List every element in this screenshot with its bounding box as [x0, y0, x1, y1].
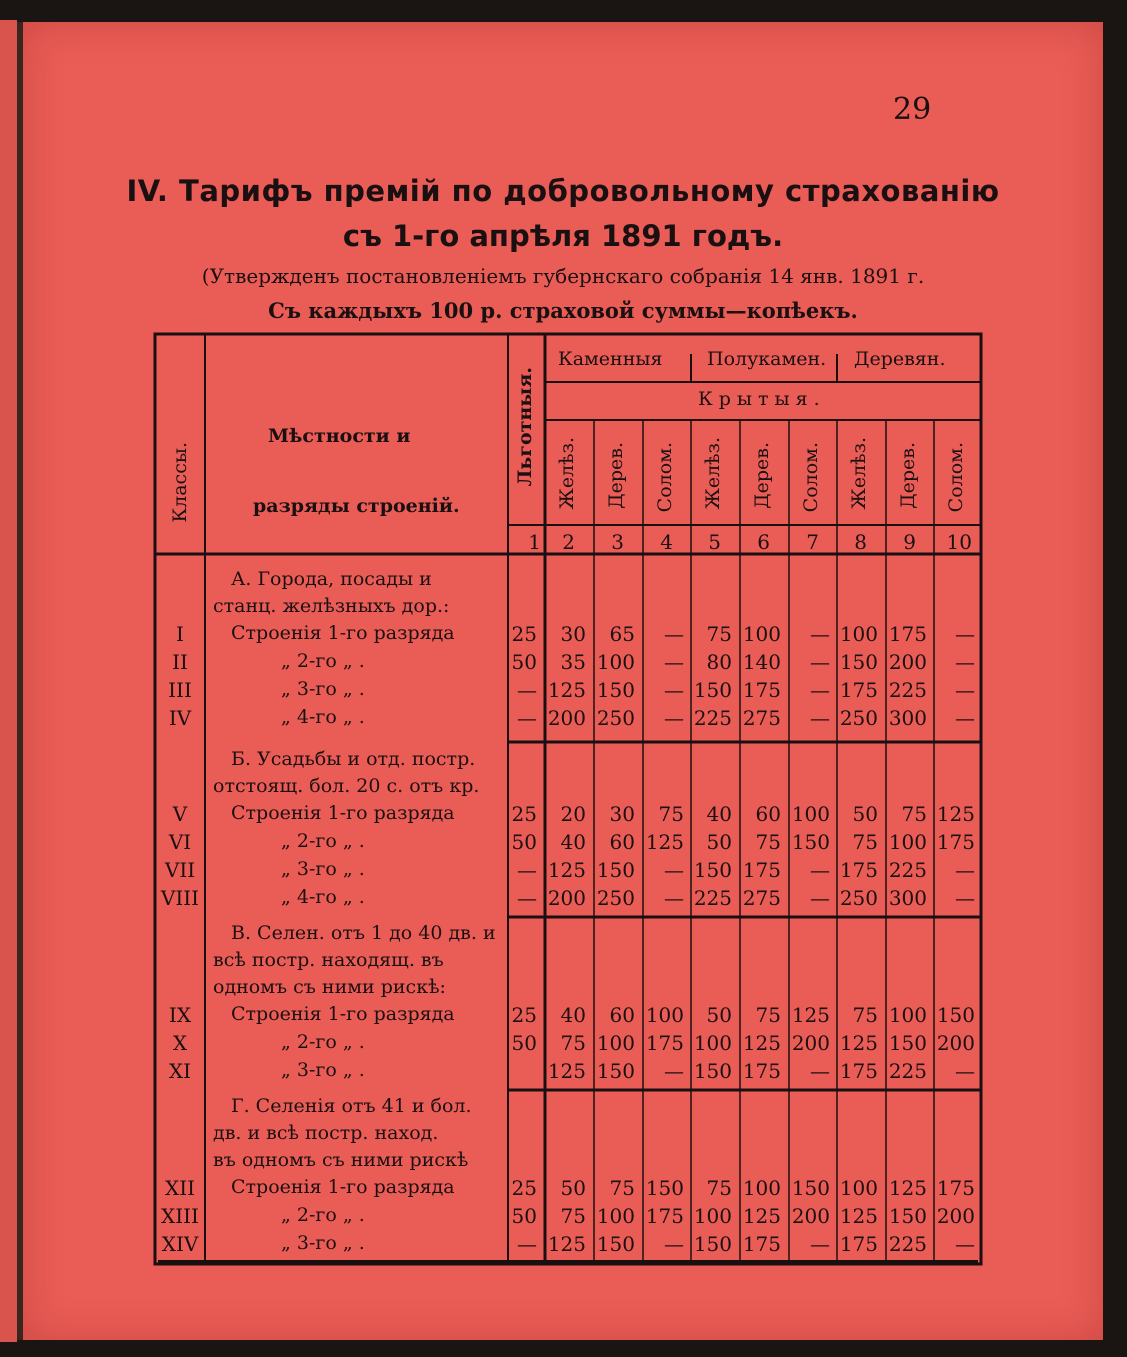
- rate-cell: —: [810, 678, 830, 702]
- rate-cell: —: [955, 622, 975, 646]
- rate-cell: 25: [511, 1176, 537, 1200]
- rate-cell: —: [517, 678, 537, 702]
- rate-cell: 150: [839, 650, 878, 674]
- rate-cell: 75: [755, 1003, 781, 1027]
- rate-cell: —: [955, 886, 975, 910]
- rate-cell: 175: [839, 1059, 878, 1083]
- rate-cell: 40: [560, 830, 586, 854]
- rate-cell: 175: [742, 678, 781, 702]
- rate-cell: 250: [839, 886, 878, 910]
- rate-cell: —: [517, 1232, 537, 1256]
- row-class-number: VI: [168, 830, 192, 854]
- rate-cell: 125: [742, 1204, 781, 1228]
- section-heading: Г. Селенія отъ 41 и бол.: [231, 1095, 472, 1117]
- row-label: „ 2-го „ .: [281, 650, 365, 672]
- rate-cell: 50: [511, 650, 537, 674]
- rate-cell: 225: [888, 678, 927, 702]
- row-label: Строенія 1-го разряда: [231, 802, 455, 824]
- rate-cell: 100: [742, 622, 781, 646]
- row-label: Строенія 1-го разряда: [231, 622, 455, 644]
- row-class-number: XII: [164, 1176, 196, 1200]
- rate-cell: —: [955, 1232, 975, 1256]
- col-number: 4: [660, 530, 673, 554]
- rate-cell: —: [664, 622, 684, 646]
- col-number: 7: [806, 530, 819, 554]
- rate-cell: 125: [936, 802, 975, 826]
- row-class-number: XI: [168, 1059, 192, 1083]
- col-number: 8: [854, 530, 867, 554]
- header-half-stone: Полукамен.: [707, 348, 827, 370]
- row-class-number: IV: [168, 706, 192, 730]
- rate-cell: 75: [901, 802, 927, 826]
- page: [23, 22, 1103, 1340]
- rate-cell: 60: [755, 802, 781, 826]
- rate-cell: 150: [936, 1003, 975, 1027]
- col-number: 10: [946, 530, 972, 554]
- row-label: „ 4-го „ .: [281, 706, 365, 728]
- rate-cell: 50: [560, 1176, 586, 1200]
- rate-cell: 125: [839, 1204, 878, 1228]
- header-straw-half: Солом.: [800, 442, 822, 513]
- header-locality-1: Мѣстности и: [268, 425, 411, 447]
- rate-cell: 125: [645, 830, 684, 854]
- rate-cell: 150: [596, 1059, 635, 1083]
- row-label: „ 3-го „ .: [281, 858, 365, 880]
- rate-cell: 175: [839, 1232, 878, 1256]
- left-page-edge: [0, 20, 17, 1342]
- row-class-number: I: [176, 622, 184, 646]
- rate-cell: 175: [742, 1232, 781, 1256]
- row-class-number: II: [172, 650, 188, 674]
- header-straw-stone: Солом.: [654, 442, 676, 513]
- rate-cell: 200: [547, 886, 586, 910]
- rate-cell: —: [517, 706, 537, 730]
- rate-cell: 150: [596, 678, 635, 702]
- row-class-number: X: [172, 1031, 188, 1055]
- rate-cell: 200: [936, 1031, 975, 1055]
- rate-cell: 25: [511, 1003, 537, 1027]
- rate-cell: 40: [560, 1003, 586, 1027]
- rate-cell: —: [517, 858, 537, 882]
- rate-cell: 25: [511, 802, 537, 826]
- rate-cell: 125: [547, 858, 586, 882]
- rate-cell: 50: [706, 1003, 732, 1027]
- row-label: Строенія 1-го разряда: [231, 1003, 455, 1025]
- tariff-table: [153, 332, 983, 1272]
- rate-cell: 150: [888, 1031, 927, 1055]
- rate-cell: 100: [888, 830, 927, 854]
- header-iron-stone: Желѣз.: [556, 437, 578, 510]
- section-heading: А. Города, посады и: [231, 568, 432, 590]
- rate-cell: 125: [547, 1232, 586, 1256]
- rate-cell: 150: [888, 1204, 927, 1228]
- row-class-number: IX: [168, 1003, 192, 1027]
- rate-cell: —: [664, 706, 684, 730]
- rate-cell: 150: [596, 1232, 635, 1256]
- rate-cell: —: [664, 1059, 684, 1083]
- rate-cell: —: [955, 858, 975, 882]
- section-heading: въ одномъ съ ними рискѣ: [213, 1149, 469, 1171]
- row-class-number: XIII: [161, 1204, 199, 1228]
- rate-cell: 125: [791, 1003, 830, 1027]
- section-heading: отстоящ. бол. 20 с. отъ кр.: [213, 775, 480, 797]
- rate-cell: 100: [888, 1003, 927, 1027]
- rate-cell: 125: [547, 678, 586, 702]
- rate-cell: 35: [560, 650, 586, 674]
- rate-cell: —: [664, 858, 684, 882]
- row-class-number: V: [172, 802, 188, 826]
- rate-cell: 100: [693, 1031, 732, 1055]
- row-class-number: XIV: [161, 1232, 199, 1256]
- rate-cell: 20: [560, 802, 586, 826]
- rate-cell: 75: [560, 1204, 586, 1228]
- rate-cell: —: [664, 650, 684, 674]
- rate-cell: 150: [693, 1059, 732, 1083]
- rate-cell: —: [810, 858, 830, 882]
- section-heading: В. Селен. отъ 1 до 40 дв. и: [231, 922, 496, 944]
- rate-cell: 200: [791, 1204, 830, 1228]
- header-stone: Каменныя: [558, 348, 663, 370]
- rate-cell: 150: [791, 1176, 830, 1200]
- rate-cell: 175: [645, 1204, 684, 1228]
- rate-cell: 275: [742, 886, 781, 910]
- rate-cell: 225: [693, 706, 732, 730]
- rate-cell: 50: [852, 802, 878, 826]
- rate-cell: 150: [596, 858, 635, 882]
- row-label: „ 2-го „ .: [281, 830, 365, 852]
- rate-cell: 150: [645, 1176, 684, 1200]
- rate-cell: —: [664, 1232, 684, 1256]
- rate-cell: 50: [706, 830, 732, 854]
- rate-cell: 225: [693, 886, 732, 910]
- rate-cell: 75: [852, 830, 878, 854]
- rate-cell: —: [810, 650, 830, 674]
- header-straw-wood: Солом.: [945, 442, 967, 513]
- rate-cell: —: [955, 650, 975, 674]
- rate-cell: 150: [693, 1232, 732, 1256]
- rate-cell: 250: [596, 706, 635, 730]
- rate-cell: 100: [742, 1176, 781, 1200]
- rate-cell: —: [517, 886, 537, 910]
- rate-cell: 75: [755, 830, 781, 854]
- rate-cell: —: [664, 886, 684, 910]
- rate-cell: 30: [560, 622, 586, 646]
- rate-cell: 50: [511, 1031, 537, 1055]
- rate-cell: 175: [936, 1176, 975, 1200]
- rate-unit-note: Съ каждыхъ 100 р. страховой суммы—копѣекъ.: [268, 298, 858, 323]
- row-label: „ 3-го „ .: [281, 1059, 365, 1081]
- rate-cell: 150: [791, 830, 830, 854]
- rate-cell: 300: [888, 886, 927, 910]
- rate-cell: 80: [706, 650, 732, 674]
- rate-cell: 140: [742, 650, 781, 674]
- header-wooden: Деревян.: [854, 348, 946, 370]
- rate-cell: 225: [888, 1059, 927, 1083]
- header-iron-wood: Желѣз.: [848, 437, 870, 510]
- col-number: 5: [708, 530, 721, 554]
- rate-cell: 60: [609, 1003, 635, 1027]
- rate-cell: —: [810, 706, 830, 730]
- rate-cell: 100: [645, 1003, 684, 1027]
- rate-cell: 175: [839, 678, 878, 702]
- rate-cell: 100: [596, 650, 635, 674]
- rate-cell: 25: [511, 622, 537, 646]
- rate-cell: 225: [888, 1232, 927, 1256]
- header-locality-2: разряды строеній.: [253, 495, 460, 517]
- bottom-rule: [158, 1260, 978, 1263]
- col-number: 3: [611, 530, 624, 554]
- rate-cell: 100: [596, 1204, 635, 1228]
- section-heading: Б. Усадьбы и отд. постр.: [231, 748, 476, 770]
- col-number: 1: [528, 530, 541, 554]
- section-heading: одномъ съ ними рискѣ:: [213, 976, 446, 998]
- section-heading: дв. и всѣ постр. наход.: [213, 1122, 439, 1144]
- rate-cell: 75: [658, 802, 684, 826]
- row-label: „ 3-го „ .: [281, 678, 365, 700]
- rate-cell: 75: [560, 1031, 586, 1055]
- rate-cell: 200: [936, 1204, 975, 1228]
- rate-cell: 125: [839, 1031, 878, 1055]
- rate-cell: 60: [609, 830, 635, 854]
- header-privileged: Льготныя.: [514, 367, 536, 487]
- rate-cell: 125: [888, 1176, 927, 1200]
- row-class-number: VII: [164, 858, 196, 882]
- rate-cell: 50: [511, 830, 537, 854]
- row-label: Строенія 1-го разряда: [231, 1176, 455, 1198]
- title-line-2: съ 1-го апрѣля 1891 годъ.: [342, 219, 784, 253]
- header-wood-stone: Дерев.: [605, 442, 627, 509]
- rate-cell: 100: [596, 1031, 635, 1055]
- title-line-1: IV. Тарифъ премій по добровольному страхованію: [126, 174, 1000, 208]
- header-wood-wood: Дерев.: [897, 442, 919, 509]
- rate-cell: 175: [742, 858, 781, 882]
- row-label: „ 3-го „ .: [281, 1232, 365, 1254]
- section-heading: станц. желѣзныхъ дор.:: [213, 595, 450, 617]
- rate-cell: 150: [693, 858, 732, 882]
- rate-cell: —: [810, 1059, 830, 1083]
- rate-cell: 75: [609, 1176, 635, 1200]
- rate-cell: 175: [936, 830, 975, 854]
- rate-cell: 175: [742, 1059, 781, 1083]
- rate-cell: 75: [852, 1003, 878, 1027]
- rate-cell: —: [955, 706, 975, 730]
- rate-cell: 300: [888, 706, 927, 730]
- header-wood-half: Дерев.: [751, 442, 773, 509]
- rate-cell: 40: [706, 802, 732, 826]
- row-class-number: VIII: [160, 886, 200, 910]
- rate-cell: 75: [706, 1176, 732, 1200]
- rate-cell: —: [810, 1232, 830, 1256]
- rate-cell: 30: [609, 802, 635, 826]
- rate-cell: 100: [839, 1176, 878, 1200]
- row-label: „ 2-го „ .: [281, 1031, 365, 1053]
- approval-note: (Утвержденъ постановленіемъ губернскаго собранія 14 янв. 1891 г.: [201, 264, 925, 288]
- rate-cell: 100: [839, 622, 878, 646]
- rate-cell: 150: [693, 678, 732, 702]
- section-heading: всѣ постр. находящ. въ: [213, 949, 444, 971]
- rate-cell: —: [955, 1059, 975, 1083]
- rate-cell: —: [810, 886, 830, 910]
- rate-cell: 200: [888, 650, 927, 674]
- col-number: 9: [903, 530, 916, 554]
- row-label: „ 4-го „ .: [281, 886, 365, 908]
- rate-cell: 100: [693, 1204, 732, 1228]
- rate-cell: 175: [888, 622, 927, 646]
- page-number: 29: [893, 92, 932, 127]
- rate-cell: 250: [839, 706, 878, 730]
- rate-cell: 75: [706, 622, 732, 646]
- rate-cell: 50: [511, 1204, 537, 1228]
- rate-cell: —: [955, 678, 975, 702]
- rate-cell: 125: [742, 1031, 781, 1055]
- col-number: 6: [757, 530, 770, 554]
- rate-cell: 200: [791, 1031, 830, 1055]
- rate-cell: 225: [888, 858, 927, 882]
- rate-cell: 200: [547, 706, 586, 730]
- rate-cell: —: [664, 678, 684, 702]
- header-class: Классы.: [169, 442, 191, 523]
- rate-cell: 175: [645, 1031, 684, 1055]
- rate-cell: —: [810, 622, 830, 646]
- rate-cell: 100: [791, 802, 830, 826]
- rate-cell: 175: [839, 858, 878, 882]
- rate-cell: 65: [609, 622, 635, 646]
- row-label: „ 2-го „ .: [281, 1204, 365, 1226]
- row-class-number: III: [168, 678, 192, 702]
- header-roofed: Крытыя.: [698, 388, 826, 410]
- col-number: 2: [562, 530, 575, 554]
- rate-cell: 275: [742, 706, 781, 730]
- rate-cell: 250: [596, 886, 635, 910]
- rate-cell: 125: [547, 1059, 586, 1083]
- header-iron-half: Желѣз.: [702, 437, 724, 510]
